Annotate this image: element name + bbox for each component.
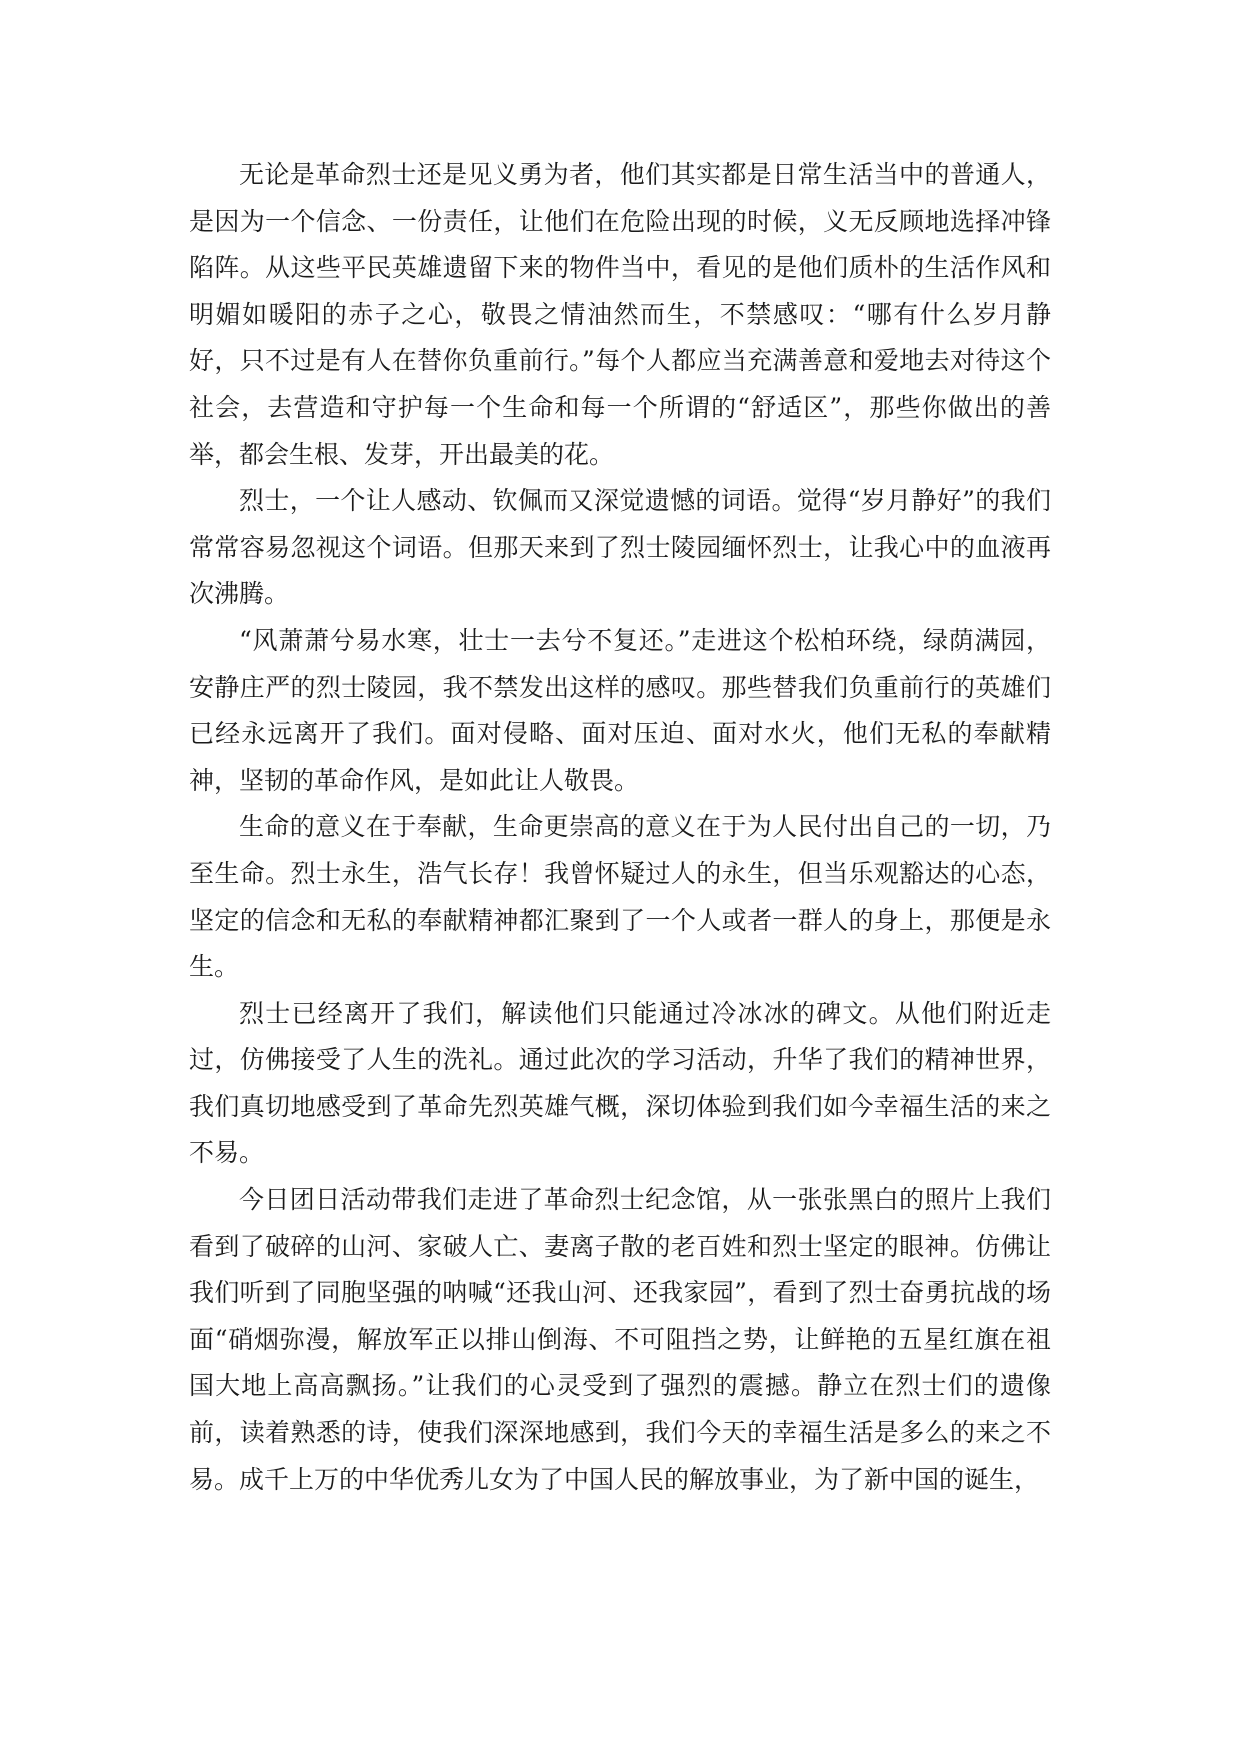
- paragraph-6: 今日团日活动带我们走进了革命烈士纪念馆，从一张张黑白的照片上我们看到了破碎的山河、家破人亡、妻离子散的老百姓和烈士坚定的眼神。仿佛让我们听到了同胞坚强的呐喊“还我山河、还我家园”，看到了烈士奋勇抗战的场面“硝烟弥漫，解放军正以排山倒海、不可阻挡之势，让鲜艳的五星红旗在祖国大地上高高飘扬。”让我们的心灵受到了强烈的震撼。静立在烈士们的遗像前，读着熟悉的诗，使我们深深地感到，我们今天的幸福生活是多么的来之不易。成千上万的中华优秀儿女为了中国人民的解放事业，为了新中国的诞生，: [189, 1185, 1051, 1494]
- paragraph-1: 无论是革命烈士还是见义勇为者，他们其实都是日常生活当中的普通人，是因为一个信念、一份责任，让他们在危险出现的时候，义无反顾地选择冲锋陷阵。从这些平民英雄遗留下来的物件当中，看见的是他们质朴的生活作风和明媚如暖阳的赤子之心，敬畏之情油然而生，不禁感叹：“哪有什么岁月静好，只不过是有人在替你负重前行。”每个人都应当充满善意和爱地去对待这个社会，去营造和守护每一个生命和每一个所谓的“舒适区”，那些你做出的善举，都会生根、发芽，开出最美的花。: [189, 160, 1051, 469]
- paragraph-2: 烈士，一个让人感动、钦佩而又深觉遗憾的词语。觉得“岁月静好”的我们常常容易忽视这个词语。但那天来到了烈士陵园缅怀烈士，让我心中的血液再次沸腾。: [189, 486, 1051, 609]
- document-body: [189, 152, 1051, 1503]
- paragraph-5: 烈士已经离开了我们，解读他们只能通过冷冰冰的碑文。从他们附近走过，仿佛接受了人生的洗礼。通过此次的学习活动，升华了我们的精神世界，我们真切地感受到了革命先烈英雄气概，深切体验到我们如今幸福生活的来之不易。: [189, 998, 1051, 1168]
- paragraph-4: 生命的意义在于奉献，生命更崇高的意义在于为人民付出自己的一切，乃至生命。烈士永生，浩气长存！我曾怀疑过人的永生，但当乐观豁达的心态，坚定的信念和无私的奉献精神都汇聚到了一个人或者一群人的身上，那便是永生。: [189, 812, 1051, 982]
- paragraph-3: “风萧萧兮易水寒，壮士一去兮不复还。”走进这个松柏环绕，绿荫满园，安静庄严的烈士陵园，我不禁发出这样的感叹。那些替我们负重前行的英雄们已经永远离开了我们。面对侵略、面对压迫、面对水火，他们无私的奉献精神，坚韧的革命作风，是如此让人敬畏。: [189, 625, 1051, 795]
